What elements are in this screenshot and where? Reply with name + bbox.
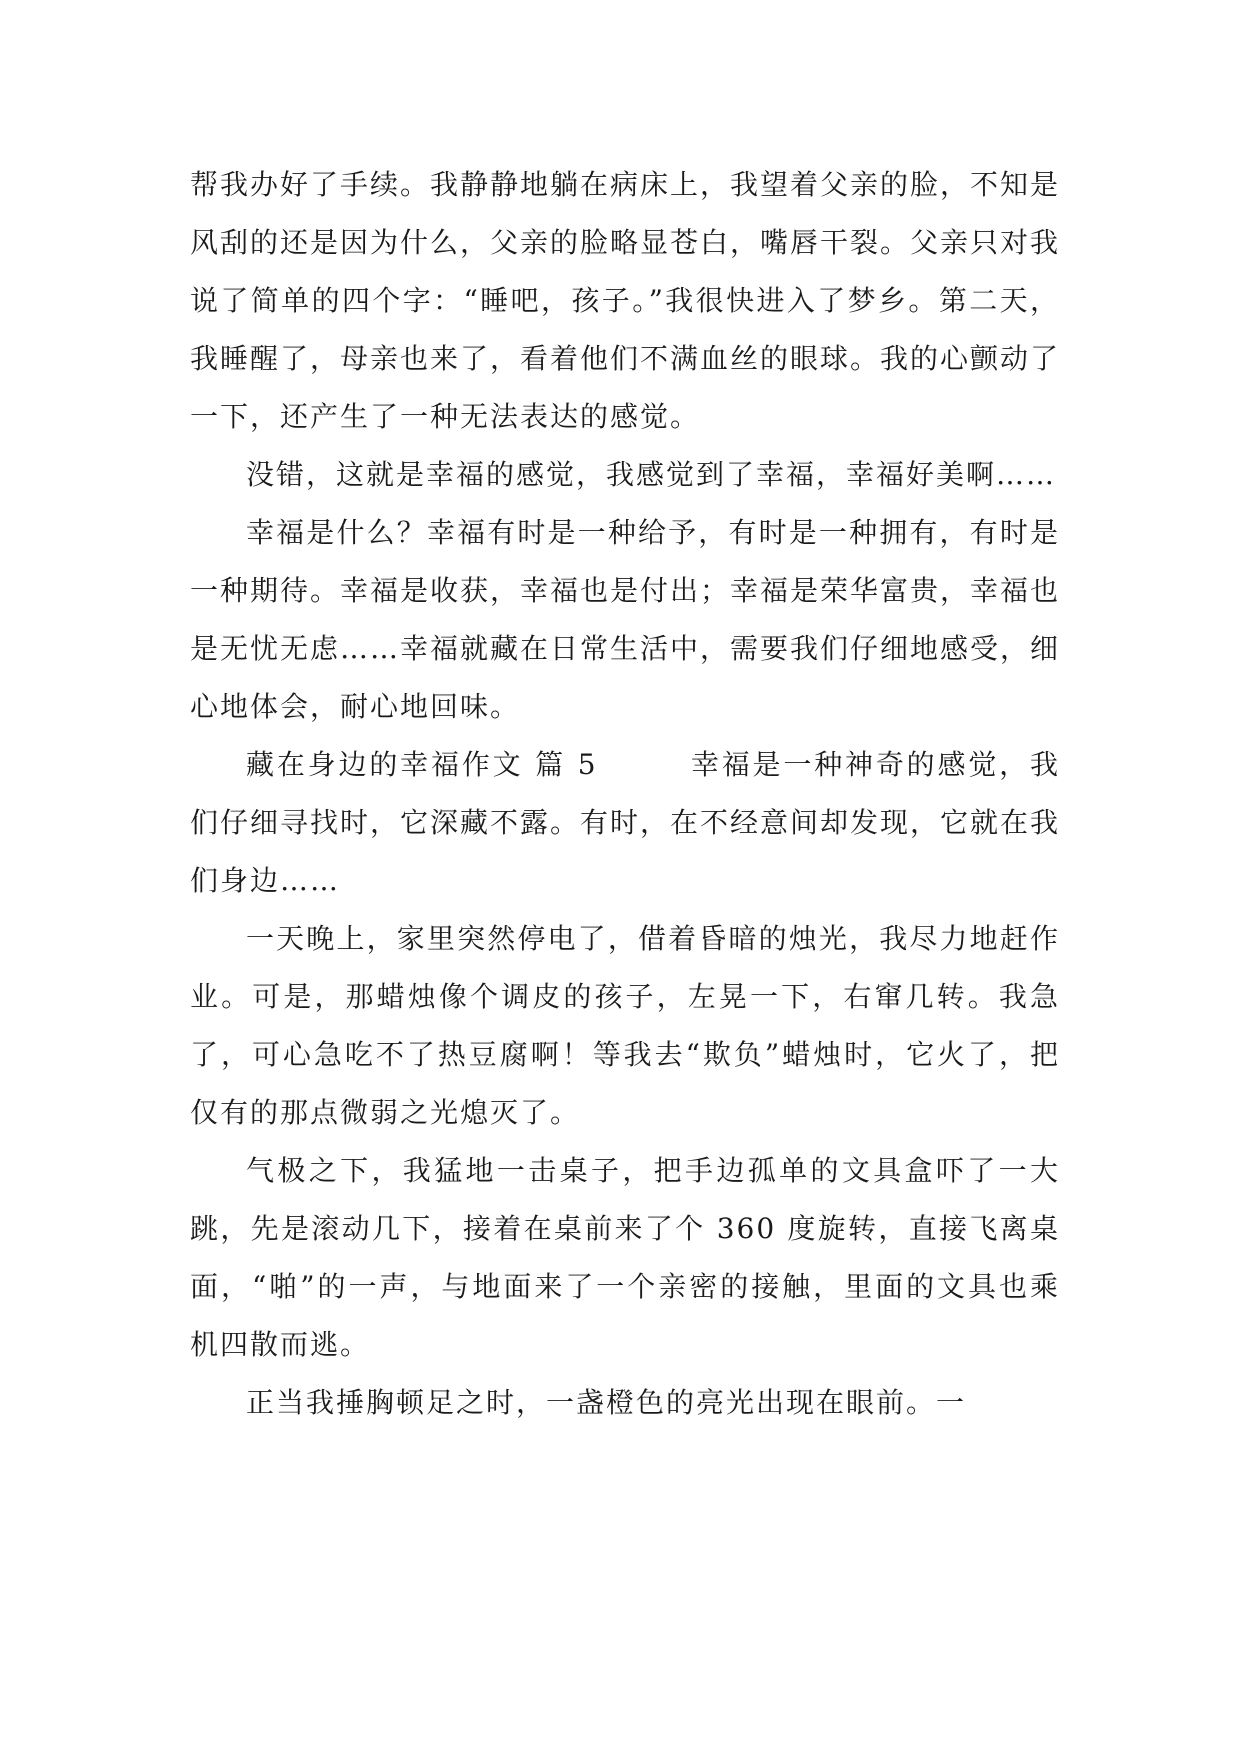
paragraph-6: 气极之下，我猛地一击桌子，把手边孤单的文具盒吓了一大跳，先是滚动几下，接着在桌前来了个 360 度旋转，直接飞离桌面，“啪”的一声，与地面来了一个亲密的接触，里面的文具也乘机四散而逃。 bbox=[190, 1154, 1060, 1361]
document-page bbox=[190, 156, 1060, 1432]
paragraph-5: 一天晚上，家里突然停电了，借着昏暗的烛光，我尽力地赶作业。可是，那蜡烛像个调皮的孩子，左晃一下，右窜几转。我急了，可心急吃不了热豆腐啊！等我去“欺负”蜡烛时，它火了，把仅有的那点微弱之光熄灭了。 bbox=[190, 922, 1060, 1129]
paragraph-7: 正当我捶胸顿足之时，一盏橙色的亮光出现在眼前。一 bbox=[246, 1386, 967, 1419]
paragraph-3: 幸福是什么？幸福有时是一种给予，有时是一种拥有，有时是一种期待。幸福是收获，幸福也是付出；幸福是荣华富贵，幸福也是无忧无虑……幸福就藏在日常生活中，需要我们仔细地感受，细心地体会，耐心地回味。 bbox=[190, 516, 1061, 723]
paragraph-1: 帮我办好了手续。我静静地躺在病床上，我望着父亲的脸，不知是风刮的还是因为什么，父亲的脸略显苍白，嘴唇干裂。父亲只对我说了简单的四个字：“睡吧，孩子。”我很快进入了梦乡。第二天，我睡醒了，母亲也来了，看着他们不满血丝的眼球。我的心颤动了一下，还产生了一种无法表达的感觉。 bbox=[190, 168, 1061, 433]
paragraph-2: 没错，这就是幸福的感觉，我感觉到了幸福，幸福好美啊…… bbox=[246, 458, 1057, 491]
paragraph-4: 藏在身边的幸福作文 篇 5 幸福是一种神奇的感觉，我们仔细寻找时，它深藏不露。有时，在不经意间却发现，它就在我们身边…… bbox=[190, 748, 1061, 897]
